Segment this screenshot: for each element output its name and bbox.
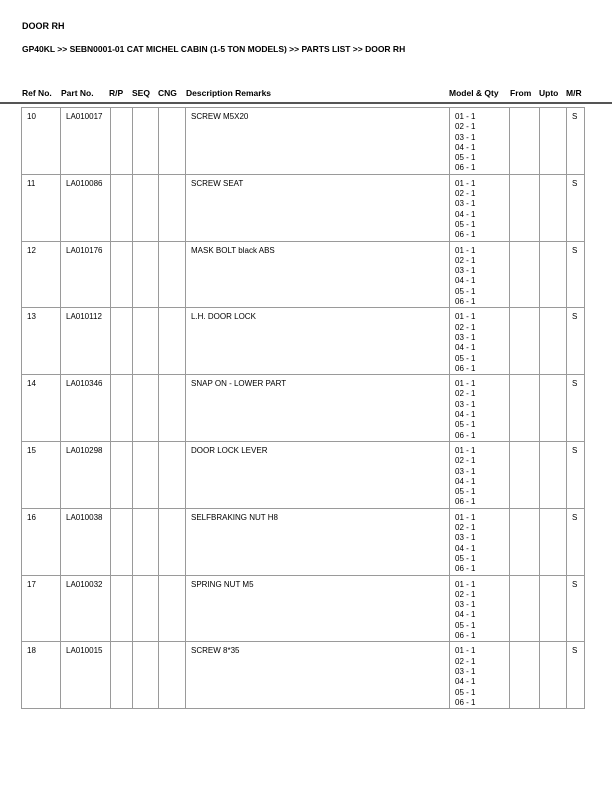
cng — [159, 375, 186, 442]
model-qty — [450, 108, 510, 175]
model-qty-line: 03 - 1 — [455, 666, 476, 676]
model-qty-line: 01 - 1 — [455, 245, 476, 255]
model-qty — [450, 241, 510, 308]
model-qty — [450, 174, 510, 241]
part-no: LA010298 — [61, 441, 111, 508]
description: SCREW 8*35 — [186, 642, 450, 709]
rp — [111, 308, 133, 375]
model-qty-line: 04 - 1 — [455, 410, 476, 420]
ref-no: 16 — [22, 508, 61, 575]
breadcrumb: GP40KL >> SEBN0001-01 CAT MICHEL CABIN (1-5 TON MODELS) >> PARTS LIST >> DOOR RH — [22, 44, 406, 54]
description: MASK BOLT black ABS — [186, 241, 450, 308]
cng — [159, 441, 186, 508]
model-qty-line: 02 - 1 — [455, 389, 476, 399]
model-qty-line: 02 - 1 — [455, 189, 476, 199]
part-no: LA010112 — [61, 308, 111, 375]
rp — [111, 508, 133, 575]
description: L.H. DOOR LOCK — [186, 308, 450, 375]
cng — [159, 174, 186, 241]
cng — [159, 308, 186, 375]
model-qty-line: 01 - 1 — [455, 112, 476, 121]
model-qty — [450, 441, 510, 508]
description: SNAP ON - LOWER PART — [186, 375, 450, 442]
model-qty — [450, 575, 510, 642]
model-qty-line: 03 - 1 — [455, 600, 476, 610]
col-mr: M/R — [566, 88, 582, 98]
mr: S — [567, 241, 585, 308]
upto — [540, 308, 567, 375]
seq — [133, 508, 159, 575]
ref-no: 10 — [22, 108, 61, 175]
ref-no: 11 — [22, 174, 61, 241]
rp — [111, 375, 133, 442]
part-no: LA010017 — [61, 108, 111, 175]
upto — [540, 575, 567, 642]
col-cng: CNG — [158, 88, 177, 98]
cng — [159, 642, 186, 709]
model-qty-line: 05 - 1 — [455, 487, 476, 497]
model-qty — [450, 308, 510, 375]
upto — [540, 642, 567, 709]
col-desc: Description Remarks — [186, 88, 272, 98]
part-no: LA010015 — [61, 642, 111, 709]
seq — [133, 241, 159, 308]
cng — [159, 575, 186, 642]
model-qty-line: 01 - 1 — [455, 445, 476, 455]
from — [510, 642, 540, 709]
upto — [540, 174, 567, 241]
model-qty-line: 02 - 1 — [455, 656, 476, 666]
parts-table — [21, 107, 585, 709]
header-divider — [0, 102, 612, 104]
model-qty-line: 03 - 1 — [455, 132, 476, 142]
model-qty-line: 01 - 1 — [455, 646, 476, 656]
col-rp: R/P — [109, 88, 124, 98]
description: SCREW SEAT — [186, 174, 450, 241]
from — [510, 375, 540, 442]
ref-no: 15 — [22, 441, 61, 508]
seq — [133, 108, 159, 175]
model-qty-line: 06 - 1 — [455, 230, 476, 240]
upto — [540, 108, 567, 175]
table-row — [22, 375, 585, 442]
rp — [111, 108, 133, 175]
rp — [111, 174, 133, 241]
upto — [540, 241, 567, 308]
mr: S — [567, 308, 585, 375]
model-qty-line: 05 - 1 — [455, 553, 476, 563]
model-qty-line: 06 - 1 — [455, 163, 476, 173]
ref-no: 18 — [22, 642, 61, 709]
model-qty-line: 02 - 1 — [455, 589, 476, 599]
model-qty-line: 06 - 1 — [455, 430, 476, 440]
from — [510, 575, 540, 642]
from — [510, 241, 540, 308]
description: SELFBRAKING NUT H8 — [186, 508, 450, 575]
from — [510, 308, 540, 375]
model-qty-line: 04 - 1 — [455, 276, 476, 286]
from — [510, 108, 540, 175]
ref-no: 17 — [22, 575, 61, 642]
part-no: LA010346 — [61, 375, 111, 442]
upto — [540, 441, 567, 508]
table-row — [22, 108, 585, 175]
model-qty-line: 05 - 1 — [455, 353, 476, 363]
rp — [111, 575, 133, 642]
cng — [159, 241, 186, 308]
model-qty-line: 06 - 1 — [455, 697, 476, 707]
seq — [133, 642, 159, 709]
table-row — [22, 308, 585, 375]
model-qty-line: 05 - 1 — [455, 153, 476, 163]
model-qty-line: 02 - 1 — [455, 255, 476, 265]
ref-no: 12 — [22, 241, 61, 308]
part-no: LA010176 — [61, 241, 111, 308]
rp — [111, 441, 133, 508]
model-qty-line: 04 - 1 — [455, 142, 476, 152]
model-qty-line: 03 - 1 — [455, 533, 476, 543]
model-qty — [450, 508, 510, 575]
model-qty-line: 04 - 1 — [455, 209, 476, 219]
model-qty-line: 05 - 1 — [455, 286, 476, 296]
model-qty-line: 02 - 1 — [455, 322, 476, 332]
model-qty-line: 01 - 1 — [455, 312, 476, 322]
model-qty-line: 01 - 1 — [455, 512, 476, 522]
model-qty-line: 03 - 1 — [455, 332, 476, 342]
rp — [111, 642, 133, 709]
seq — [133, 375, 159, 442]
model-qty-line: 03 - 1 — [455, 199, 476, 209]
seq — [133, 308, 159, 375]
cng — [159, 108, 186, 175]
col-from: From — [510, 88, 532, 98]
table-row — [22, 174, 585, 241]
col-model-qty: Model & Qty — [449, 88, 499, 98]
model-qty-line: 05 - 1 — [455, 620, 476, 630]
mr: S — [567, 508, 585, 575]
seq — [133, 575, 159, 642]
model-qty-line: 06 - 1 — [455, 631, 476, 641]
description: DOOR LOCK LEVER — [186, 441, 450, 508]
model-qty-line: 06 - 1 — [455, 297, 476, 307]
model-qty-line: 01 - 1 — [455, 178, 476, 188]
page-title: DOOR RH — [22, 21, 65, 31]
description: SPRING NUT M5 — [186, 575, 450, 642]
cng — [159, 508, 186, 575]
model-qty-line: 03 - 1 — [455, 266, 476, 276]
part-no: LA010032 — [61, 575, 111, 642]
part-no: LA010086 — [61, 174, 111, 241]
seq — [133, 441, 159, 508]
model-qty-line: 02 - 1 — [455, 456, 476, 466]
table-row — [22, 241, 585, 308]
model-qty-line: 02 - 1 — [455, 122, 476, 132]
model-qty-line: 03 - 1 — [455, 399, 476, 409]
model-qty-line: 05 - 1 — [455, 219, 476, 229]
table-row — [22, 642, 585, 709]
mr: S — [567, 375, 585, 442]
model-qty-line: 04 - 1 — [455, 476, 476, 486]
model-qty-line: 01 - 1 — [455, 379, 476, 389]
from — [510, 508, 540, 575]
model-qty-line: 04 - 1 — [455, 343, 476, 353]
description: SCREW M5X20 — [186, 108, 450, 175]
table-row — [22, 508, 585, 575]
table-row — [22, 441, 585, 508]
model-qty-line: 04 - 1 — [455, 610, 476, 620]
col-upto: Upto — [539, 88, 559, 98]
col-seq: SEQ — [132, 88, 150, 98]
model-qty-line: 06 - 1 — [455, 564, 476, 574]
part-no: LA010038 — [61, 508, 111, 575]
model-qty-line: 04 - 1 — [455, 677, 476, 687]
mr: S — [567, 441, 585, 508]
model-qty — [450, 375, 510, 442]
model-qty-line: 05 - 1 — [455, 687, 476, 697]
mr: S — [567, 642, 585, 709]
col-part: Part No. — [61, 88, 94, 98]
from — [510, 174, 540, 241]
model-qty-line: 03 - 1 — [455, 466, 476, 476]
model-qty — [450, 642, 510, 709]
mr: S — [567, 174, 585, 241]
rp — [111, 241, 133, 308]
mr: S — [567, 108, 585, 175]
col-ref: Ref No. — [22, 88, 52, 98]
mr: S — [567, 575, 585, 642]
model-qty-line: 05 - 1 — [455, 420, 476, 430]
from — [510, 441, 540, 508]
ref-no: 14 — [22, 375, 61, 442]
model-qty-line: 06 - 1 — [455, 363, 476, 373]
seq — [133, 174, 159, 241]
upto — [540, 375, 567, 442]
model-qty-line: 04 - 1 — [455, 543, 476, 553]
model-qty-line: 01 - 1 — [455, 579, 476, 589]
upto — [540, 508, 567, 575]
model-qty-line: 06 - 1 — [455, 497, 476, 507]
ref-no: 13 — [22, 308, 61, 375]
model-qty-line: 02 - 1 — [455, 523, 476, 533]
table-row — [22, 575, 585, 642]
